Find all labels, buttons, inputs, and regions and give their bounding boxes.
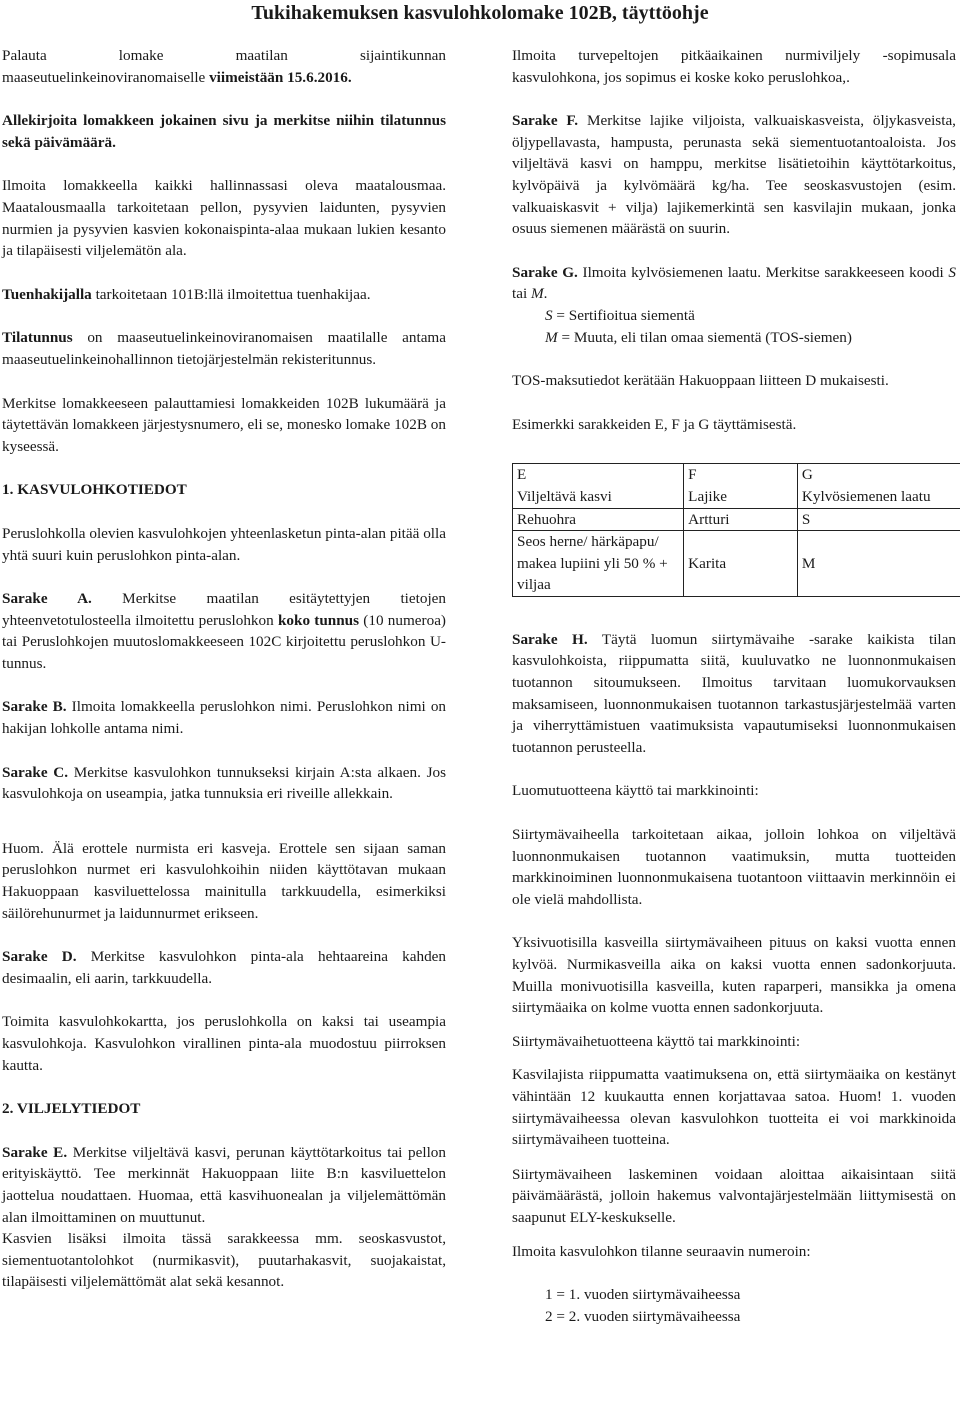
organic-use-heading: Luomutuotteena käyttö tai markkinointi:: [512, 782, 759, 800]
transition-use-heading: Siirtymävaihetuotteena käyttö tai markkinointi:: [512, 1032, 801, 1050]
transition-definition: Siirtymävaiheella tarkoitetaan aikaa, jolloin lohkoa on viljeltävä luonnonmukaisen tuotannon vaatimuksin, mutta tuotteiden markkinoiminen luonnonmukaisena tuotantoon viittaavin merkinnöin ei ole vielä mahdollista.: [512, 826, 956, 908]
table-cell: Rehuohra: [513, 508, 684, 531]
column-f-paragraph: Sarake F. Merkitse lajike viljoista, valkuaiskasveista, öljykasveista, öljypellavasta, hampusta, perunasta sekä siementuotantoaloista. Jos viljeltävä kasvi on hamppu, merkitse lisätietoihin käyttötarkoitus, kylvöpäivä ja kylvömäärä kg/ha. Tee seoskasvustojen (esim. valkuaiskasvit + vilja) lajikemerkintä sen kasvilajin mukaan, jonka osuus siemenen määrästä on suurin.: [512, 112, 956, 238]
table-header-row: [513, 464, 960, 508]
transition-requirement: Kasvilajista riippumatta vaatimuksena on, että siirtymäaika on kestänyt vähintään 12 kuukautta ennen korjattavaa satoa. Huom! 1. vuoden siirtymävaiheessa olevan kasvulohkon tuotteita ei voi markkinoida siirtymävaiheen tuotteina.: [512, 1066, 956, 1149]
column-a-paragraph: Sarake A. Merkitse maatilan esitäytettyjen tietojen yhteenvetotulosteella ilmoitettu peruslohkon koko tunnus (10 numeroa) tai Peruslohkojen muutoslomakkeeseen 102C kirjoitettu peruslohkon U-tunnus.: [2, 590, 447, 672]
return-instruction: Palauta lomake maatilan sijaintikunnan maaseutuelinkeinoviranomaiselle viimeistään 15.6.2016.: [2, 47, 446, 86]
table-cell: M: [797, 531, 960, 597]
applicant-paragraph: Tuenhakijalla tarkoitetaan 101B:llä ilmoitettua tuenhakijaa.: [2, 285, 371, 303]
column-g-paragraph: Sarake G. Ilmoita kylvösiemenen laatu. Merkitse sarakkeeseen koodi S tai M.: [512, 263, 956, 303]
column-e-paragraph: Sarake E. Merkitse viljeltävä kasvi, perunan käyttötarkoitus tai pellon erityiskäyttö. Tee merkinnät Hakuoppaan liite B:n kasviluettelon jaottelua noudattaen. Huomaa, että kasvihuonealan ja viljelemättömän alan ilmoittaminen on muuttunut.: [2, 1143, 446, 1226]
section-heading-1: 1. KASVULOHKOTIEDOT: [2, 481, 187, 499]
column-c-paragraph: Sarake C. Merkitse kasvulohkon tunnukseksi kirjain A:sta alkaen. Jos kasvulohkoja on useampia, jatka tunnuksia eri riveille allekkain.: [2, 763, 446, 803]
status-code-2: 2 = 2. vuoden siirtymävaiheessa: [545, 1307, 741, 1325]
section-heading-2: 2. VILJELYTIEDOT: [2, 1100, 141, 1118]
status-codes-heading: Ilmoita kasvulohkon tilanne seuraavin numeroin:: [512, 1242, 811, 1260]
table-cell: Artturi: [684, 508, 798, 531]
farmland-paragraph: Ilmoita lomakkeella kaikki hallinnassasi oleva maatalousmaa. Maatalousmaalla tarkoitetaan pellon, pysyvien laidunten, pysyvien nurmien ja pysyvien kasvien kokonaispinta-alaa mukaan lukien kesanto ja tilapäisesti viljelemätön ala.: [2, 177, 446, 260]
column-d-paragraph: Sarake D. Merkitse kasvulohkon pinta-ala hehtaareina kahden desimaalin, eli aarin, tarkkuudella.: [2, 948, 447, 987]
header-cell-e: E Viljeltävä kasvi: [513, 464, 684, 508]
table-row: [513, 508, 960, 531]
transition-length: Yksivuotisilla kasveilla siirtymävaiheen pituus on kaksi vuotta ennen kylvöä. Nurmikasveilla aika on kaksi vuotta ennen sadonkorjuuta. Muilla monivuotisilla kasveilla, kuten raparperi, mansikka ja omena siirtymäaika on kolme vuotta ennen sadonkorjuuta.: [512, 934, 956, 1017]
deadline: viimeistään 15.6.2016.: [209, 68, 352, 86]
left-column: [2, 45, 446, 1293]
code-s-line: S = Sertifioitua siementä: [545, 306, 695, 324]
header-cell-g: G Kylvösiemenen laatu: [797, 464, 960, 508]
right-column: [512, 45, 956, 1327]
table-cell: Karita: [684, 531, 798, 597]
tos-paragraph: TOS-maksutiedot kerätään Hakuoppaan liitteen D mukaisesti.: [512, 372, 889, 390]
page-title: Tukihakemuksen kasvulohkolomake 102B, täyttöohje: [251, 2, 709, 24]
header-cell-f: F Lajike: [684, 464, 798, 508]
status-code-1: 1 = 1. vuoden siirtymävaiheessa: [545, 1286, 741, 1304]
table-cell: Seos herne/ härkäpapu/ makea lupiini yli 50 % + viljaa: [513, 531, 684, 597]
column-e-paragraph-2: Kasvien lisäksi ilmoita tässä sarakkeessa mm. seoskasvustot, siementuotantolohkot (nurmikasvit), puutarhakasvit, suojakaistat, tilapäisesti viljelemättömät alat sekä kesannot.: [2, 1230, 446, 1291]
table-cell: S: [797, 508, 960, 531]
code-m-line: M = Muuta, eli tilan omaa siementä (TOS-siemen): [545, 328, 852, 346]
form-count-paragraph: Merkitse lomakkeeseen palauttamiesi lomakkeiden 102B lukumäärä ja täytettävän lomakkeen järjestysnumero, eli se, monesko lomake 102B on kyseessä.: [2, 394, 446, 455]
farm-id-paragraph: Tilatunnus on maaseutuelinkeinoviranomaisen maatilalle antama maaseutuelinkeinohallinnon tietojärjestelmän rekisteritunnus.: [2, 329, 446, 368]
column-b-paragraph: Sarake B. Ilmoita lomakkeella peruslohkon nimi. Peruslohkon nimi on hakijan lohkolle antama nimi.: [2, 698, 447, 738]
area-paragraph: Peruslohkolla olevien kasvulohkojen yhteenlasketun pinta-alan pitää olla yhtä suuri kuin peruslohkon pinta-alan.: [2, 524, 446, 564]
peat-paragraph: Ilmoita turvepeltojen pitkäaikainen nurmiviljely -sopimusala kasvulohkona, jos sopimus ei koske koko peruslohkoa,.: [512, 47, 956, 86]
note-paragraph: Huom. Älä erottele nurmista eri kasveja. Erottele sen sijaan saman peruslohkon nurmet eri kasvulohkoihin niiden käyttötavan mukaan Hakuoppaan kasviluettelossa mainitulla tarkkuudella, esimerkiksi säilörehunurmet ja laidunnurmet erikseen.: [2, 839, 446, 922]
example-table: [512, 463, 960, 597]
example-caption: Esimerkki sarakkeiden E, F ja G täyttämisestä.: [512, 415, 797, 433]
table-row: [513, 531, 960, 597]
transition-start: Siirtymävaiheen laskeminen voidaan aloittaa aikaisintaan siitä päivämäärästä, jolloin hakemus valvontajärjestelmään liittymisestä on saapunut ELY-keskukselle.: [512, 1165, 956, 1226]
column-h-paragraph: Sarake H. Täytä luomun siirtymävaihe -sarake kaikista tilan kasvulohkoista, riippumatta siitä, kuuluvatko ne luonnonmukaisen tuotannon sitoumukseen. Ilmoitus tarvitaan luomukorvauksen maksamiseen, luonnonmukaisen tuotannon tarkastusjärjestelmää varten ja viherryttämistuen vaatimuksista vapautumiseksi luonnonmukaisen tuotannon perusteella.: [512, 630, 956, 756]
sign-instruction: Allekirjoita lomakkeen jokainen sivu ja merkitse niihin tilatunnus sekä päivämäärä.: [2, 112, 446, 151]
map-paragraph: Toimita kasvulohkokartta, jos peruslohkolla on kaksi tai useampia kasvulohkoja. Kasvulohkon virallinen pinta-ala muodostuu piirroksen kautta.: [2, 1013, 446, 1074]
